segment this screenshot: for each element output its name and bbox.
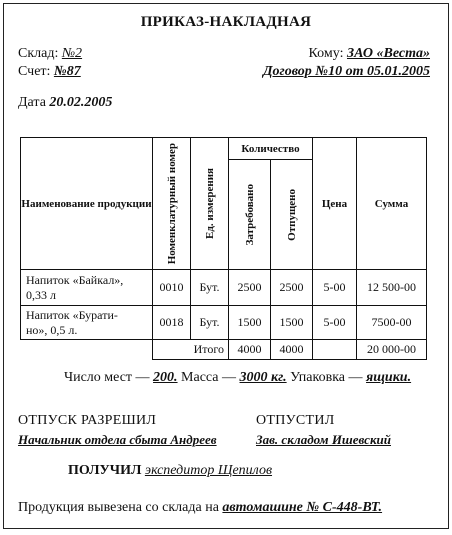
- shipped-line: [18, 500, 382, 516]
- header-unit: Ед. измерения: [191, 138, 229, 270]
- date-label: Дата: [18, 95, 46, 110]
- row-price: 5-00: [313, 306, 357, 340]
- release-permitted-label: ОТПУСК РАЗРЕШИЛ: [18, 413, 157, 428]
- places-value: 200.: [153, 370, 178, 385]
- total-released: 4000: [271, 340, 313, 360]
- mass-label: Масса —: [181, 370, 237, 385]
- table-row: [21, 306, 427, 340]
- warehouse-line: [18, 46, 82, 62]
- release-permitted-value: Начальник отдела сбыта Андреев: [18, 432, 217, 447]
- released-label: ОТПУСТИЛ: [256, 413, 335, 428]
- warehouse-value: №2: [61, 46, 83, 61]
- mass-value: 3000 кг.: [239, 370, 287, 385]
- row-unit: Бут.: [191, 270, 229, 306]
- row-nomenclature: 0018: [153, 306, 191, 340]
- shipped-value: автомашине № С-448-ВТ.: [222, 500, 383, 515]
- row-nomenclature: 0010: [153, 270, 191, 306]
- header-quantity: Количество: [229, 138, 313, 160]
- products-table: [20, 137, 427, 360]
- total-sum: 20 000-00: [357, 340, 427, 360]
- received-value: экспедитор Щепилов: [144, 463, 273, 478]
- total-requested: 4000: [229, 340, 271, 360]
- received-line: [68, 463, 272, 479]
- row-requested: 1500: [229, 306, 271, 340]
- account-value: №87: [53, 64, 81, 79]
- row-sum: 7500-00: [357, 306, 427, 340]
- row-name-line1: Напиток «Байкал»,: [26, 272, 124, 287]
- header-name: Наименование продукции: [21, 138, 153, 270]
- received-label: ПОЛУЧИЛ: [68, 463, 142, 478]
- warehouse-label: Склад:: [18, 46, 59, 61]
- header-nomenclature: Номенклатурный номер: [153, 138, 191, 270]
- row-released: 2500: [271, 270, 313, 306]
- total-label: Итого: [153, 340, 229, 360]
- document-title: ПРИКАЗ-НАКЛАДНАЯ: [140, 14, 312, 30]
- total-row: [21, 340, 427, 360]
- row-released: 1500: [271, 306, 313, 340]
- contract-value: Договор №10 от 05.01.2005: [262, 64, 430, 79]
- row-requested: 2500: [229, 270, 271, 306]
- account-line: [18, 64, 81, 80]
- header-sum: Сумма: [357, 138, 427, 270]
- row-name-line2: 0,33 л: [26, 287, 56, 302]
- date-value: 20.02.2005: [49, 95, 113, 110]
- recipient-value: ЗАО «Веста»: [346, 46, 430, 61]
- cargo-line: [64, 370, 411, 386]
- shipped-label: Продукция вывезена со склада на: [18, 500, 219, 515]
- date-line: [18, 95, 112, 111]
- table-row: [21, 270, 427, 306]
- account-label: Счет:: [18, 64, 51, 79]
- invoice-document: [3, 3, 449, 529]
- row-unit: Бут.: [191, 306, 229, 340]
- header-requested: Затребовано: [229, 160, 271, 270]
- row-sum: 12 500-00: [357, 270, 427, 306]
- pack-value: ящики.: [366, 370, 412, 385]
- row-name-line2: но», 0,5 л.: [26, 322, 78, 337]
- recipient-label: Кому:: [308, 46, 344, 61]
- row-price: 5-00: [313, 270, 357, 306]
- row-name-line1: Напиток «Бурати-: [26, 307, 118, 322]
- header-released: Отпущено: [271, 160, 313, 270]
- released-value: Зав. складом Ишевский: [256, 432, 391, 447]
- recipient-line: [309, 46, 430, 62]
- places-label: Число мест —: [64, 370, 150, 385]
- header-price: Цена: [313, 138, 357, 270]
- pack-label: Упаковка —: [290, 370, 363, 385]
